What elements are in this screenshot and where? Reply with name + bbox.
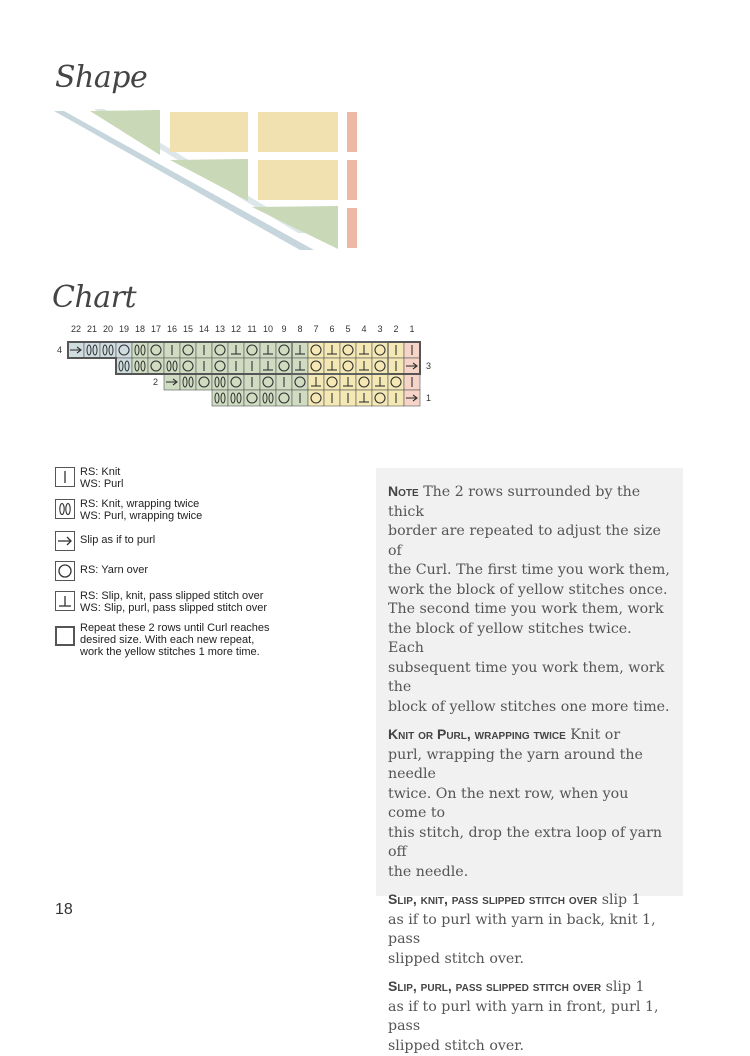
chart-cell [356,342,372,358]
chart-cell-bg [212,374,228,390]
chart-cell-bg [100,342,116,358]
chart-cell [148,358,164,374]
wrap-icon [55,499,75,519]
chart-cell-bg [324,374,340,390]
chart-cell [324,390,340,406]
chart-cell-bg [388,374,404,390]
note-text: the Curl. The first time you work them, [388,562,670,578]
yo-icon [55,561,75,581]
chart-cell-bg [148,358,164,374]
note-text: slip 1 [605,979,645,995]
legend-text-line: Repeat these 2 rows until Curl reaches [80,622,270,634]
chart-cell [276,390,292,406]
note-paragraph [388,482,671,717]
column-number: 18 [134,324,146,334]
chart-cell-bg [180,342,196,358]
chart-cell [196,358,212,374]
chart-cell [324,342,340,358]
column-number: 1 [409,324,415,334]
note-text: The 2 rows surrounded by the thick [388,484,641,520]
column-number: 16 [166,324,178,334]
chart-cell-bg [228,390,244,406]
legend-text-line: work the yellow stitches 1 more time. [80,646,260,658]
note-heading: Slip, purl, pass slipped stitch over [388,978,602,994]
chart-cell-bg [212,342,228,358]
column-number: 4 [361,324,367,334]
chart-cell [212,358,228,374]
chart-cell [212,374,228,390]
note-heading: Note [388,483,419,499]
chart-cell [164,374,180,390]
note-text: slip 1 [601,892,641,908]
legend-text-line: WS: Slip, purl, pass slipped stitch over [80,602,268,614]
column-number: 22 [70,324,82,334]
chart-cell [132,342,148,358]
column-number: 21 [86,324,98,334]
legend-text-line: Slip as if to purl [80,534,156,546]
chart-cell [340,390,356,406]
row-number: 4 [56,345,62,355]
chart-cell [292,390,308,406]
chart-cell-bg [148,342,164,358]
chart-cell [212,342,228,358]
chart-cell [276,374,292,390]
chart-cell [244,374,260,390]
chart-cell-bg [260,374,276,390]
chart-cell [276,342,292,358]
repeat-icon [55,626,75,646]
note-paragraph [388,890,671,969]
note-text: work the block of yellow stitches once. [388,581,668,598]
legend-item-yarn-over [55,560,355,582]
legend-item-slip [55,530,355,552]
column-number: 13 [214,324,226,334]
chart-cell [388,358,404,374]
chart-cell-bg [340,342,356,358]
chart-cell-bg [308,390,324,406]
page-number: 18 [55,901,73,918]
note-paragraph [388,977,671,1056]
column-number: 7 [313,324,319,334]
chart-cell [260,358,276,374]
note-paragraph [388,725,671,882]
chart-cell [340,358,356,374]
chart-cell [228,342,244,358]
chart-cell [276,358,292,374]
chart-cell [244,358,260,374]
knitting-chart [50,320,450,410]
chart-cell-bg [244,342,260,358]
chart-cell [308,342,324,358]
legend-item-knit [55,466,355,490]
chart-cell [372,390,388,406]
chart-cell-bg [340,358,356,374]
chart-heading: Chart [52,280,137,315]
shape-pink-block [347,208,357,248]
chart-cell [244,342,260,358]
chart-cell-bg [196,374,212,390]
chart-cell-bg [308,342,324,358]
chart-cell [308,390,324,406]
chart-cell [388,374,404,390]
chart-cell [292,374,308,390]
note-text: block of yellow stitches one more time. [388,698,670,715]
chart-cell [324,374,340,390]
shape-yellow-block [258,160,338,200]
chart-cell [372,374,388,390]
chart-cell [164,358,180,374]
chart-cell-bg [372,358,388,374]
chart-cell [212,390,228,406]
legend-text-line: RS: Knit [80,466,121,478]
note-text: slipped stitch over. [388,950,525,967]
column-number: 2 [393,324,399,334]
chart-cell-bg [228,374,244,390]
note-text: subsequent time you work them, work the [388,659,665,695]
chart-cell [196,342,212,358]
column-number: 6 [329,324,335,334]
chart-cell [404,342,420,358]
column-number: 3 [377,324,383,334]
note-text: purl, wrapping the yarn around the needle [388,746,643,782]
chart-cell [388,390,404,406]
chart-cell [148,342,164,358]
chart-cell-bg [372,342,388,358]
row-number: 3 [426,361,432,371]
note-text: twice. On the next row, when you come to [388,785,629,821]
chart-cell [308,374,324,390]
chart-cell [180,358,196,374]
column-number: 9 [281,324,287,334]
chart-cell [180,342,196,358]
note-text: slipped stitch over. [388,1037,525,1054]
chart-cell [292,342,308,358]
shape-yellow-block [170,112,248,152]
chart-cell-bg [116,342,132,358]
chart-cell-bg [180,358,196,374]
shape-yellow-block [258,112,338,152]
knit-icon [55,467,75,487]
chart-cell-bg [84,342,100,358]
column-number: 20 [102,324,114,334]
column-number: 19 [118,324,130,334]
chart-cell-bg [292,374,308,390]
legend-text-line: RS: Knit, wrapping twice [80,498,200,510]
arrow-icon [55,531,75,551]
legend-item-wrap [55,498,355,522]
chart-cell [228,374,244,390]
chart-cell-bg [276,358,292,374]
note-text: as if to purl with yarn in front, purl 1, pass [388,998,659,1034]
note-text: this stitch, drop the extra loop of yarn off [388,824,662,860]
legend-item-skp [55,590,355,614]
note-heading: Knit or Purl, wrapping twice [388,726,566,742]
chart-cell-bg [260,390,276,406]
chart-cell [356,374,372,390]
chart-cell [164,342,180,358]
chart-cell [68,342,84,358]
column-number: 17 [150,324,162,334]
chart-cell [404,358,420,374]
chart-cell-bg [212,358,228,374]
chart-cell [84,342,100,358]
note-text: as if to purl with yarn in back, knit 1, pass [388,911,656,947]
legend-item-repeat [55,622,355,658]
chart-cell [116,342,132,358]
note-text: the block of yellow stitches twice. Each [388,620,632,656]
shape-illustration [52,105,372,253]
chart-cell [132,358,148,374]
chart-cell [180,374,196,390]
chart-cell-bg [276,342,292,358]
note-text: Knit or [570,727,621,743]
shape-pink-block [347,112,357,152]
note-heading: Slip, knit, pass slipped stitch over [388,891,598,907]
chart-cell [308,358,324,374]
chart-cell-bg [244,390,260,406]
chart-cell-bg [356,374,372,390]
chart-cell [100,342,116,358]
chart-cell-bg [164,358,180,374]
chart-cell [356,390,372,406]
chart-cell-bg [372,390,388,406]
column-number: 10 [262,324,274,334]
chart-cell-bg [180,374,196,390]
column-number: 11 [247,324,257,334]
legend-text-line: WS: Purl, wrapping twice [80,510,203,522]
notes-panel [376,468,683,1054]
chart-cell-bg [132,342,148,358]
shape-heading: Shape [55,60,148,95]
column-number: 5 [345,324,351,334]
chart-cell [356,358,372,374]
row-number: 2 [152,377,158,387]
legend-text-line: WS: Purl [80,478,124,490]
chart-cell [372,342,388,358]
chart-cell-bg [116,358,132,374]
note-text: border are repeated to adjust the size of [388,523,661,559]
chart-cell [340,374,356,390]
chart-cell [404,374,420,390]
shape-pink-block [347,160,357,200]
chart-cell-bg [132,358,148,374]
column-number: 12 [230,324,242,334]
chart-cell [196,374,212,390]
chart-cell [372,358,388,374]
chart-cell-bg [276,390,292,406]
skp-icon [55,591,75,611]
chart-cell-bg [308,358,324,374]
chart-cell [388,342,404,358]
chart-cell [324,358,340,374]
chart-cell [228,358,244,374]
chart-cell [116,358,132,374]
legend-text-line: RS: Slip, knit, pass slipped stitch over [80,590,264,602]
column-number: 14 [198,324,210,334]
chart-cell-bg [212,390,228,406]
row-number: 1 [426,393,432,403]
legend-text-line: desired size. With each new repeat, [80,634,255,646]
column-number: 15 [182,324,194,334]
chart-cell [260,374,276,390]
chart-cell [244,390,260,406]
legend-text-line: RS: Yarn over [80,564,149,576]
chart-cell [260,342,276,358]
chart-cell [292,358,308,374]
chart-legend [55,466,355,666]
chart-cell [340,342,356,358]
chart-cell [228,390,244,406]
note-text: the needle. [388,863,469,880]
chart-cell [260,390,276,406]
note-text: The second time you work them, work [388,601,664,617]
chart-cell [404,390,420,406]
column-number: 8 [297,324,303,334]
